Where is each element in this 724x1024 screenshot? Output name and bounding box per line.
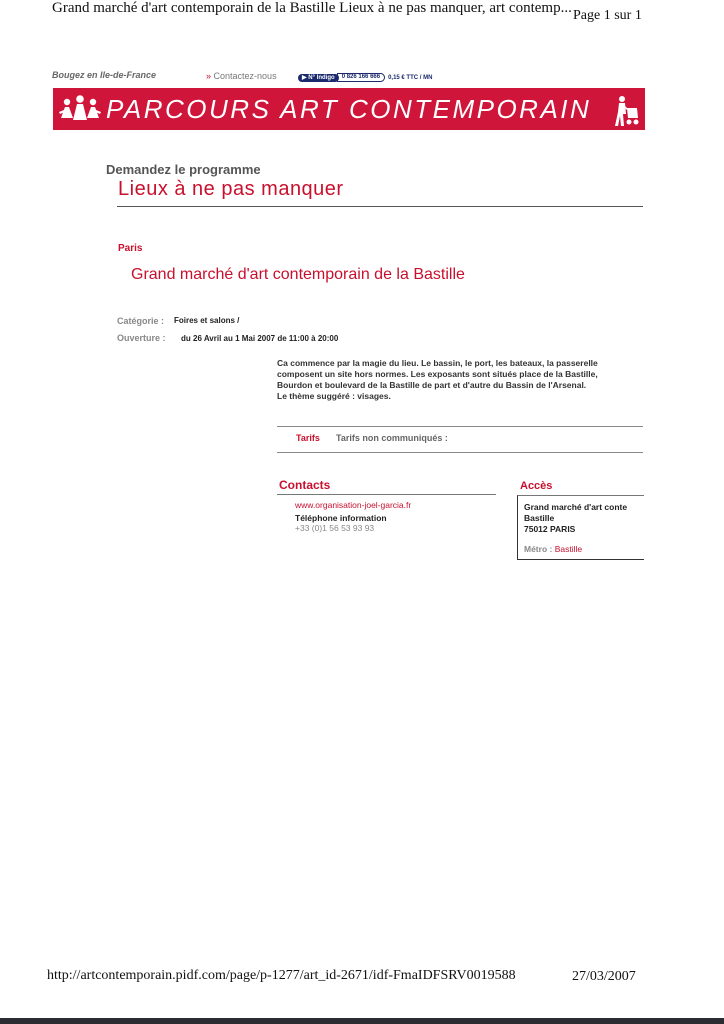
double-chevron-right-icon: » — [206, 71, 212, 81]
site-tagline: Bougez en Ile-de-France — [52, 70, 157, 80]
contact-link[interactable] — [206, 71, 277, 81]
organiser-website-link[interactable]: www.organisation-joel-garcia.fr — [295, 500, 412, 510]
metro-link[interactable]: Bastille — [554, 544, 583, 554]
phone-value: +33 (0)1 56 53 93 93 — [295, 523, 375, 533]
indigo-price: 0,15 € TTC / MN — [388, 74, 433, 81]
section-kicker: Demandez le programme — [106, 162, 261, 177]
contacts-heading: Contacts — [279, 478, 331, 492]
indigo-number: 0 826 166 666 — [337, 73, 385, 82]
site-banner[interactable] — [53, 88, 645, 130]
scan-edge — [0, 1018, 724, 1024]
indigo-label-text: N° Indigo — [308, 74, 335, 81]
description-line: Bourdon et boulevard de la Bastille de part et d'autre du Bassin de l'Arsenal. — [277, 380, 587, 390]
indigo-label — [298, 74, 339, 82]
description-line: composent un site hors normes. Les exposants sont situés place de la Bastille, — [277, 369, 598, 379]
acces-heading: Accès — [520, 480, 553, 492]
opening-value: du 26 Avril au 1 Mai 2007 de 11:00 à 20:00 — [181, 334, 339, 343]
print-page-indicator: Page 1 sur 1 — [573, 8, 642, 23]
opening-label: Ouverture : — [117, 333, 166, 343]
metro-label: Métro : — [524, 544, 553, 554]
people-logo-icon — [57, 94, 103, 122]
banner-title: PARCOURS ART CONTEMPORAIN — [106, 94, 592, 124]
acces-box — [517, 495, 644, 560]
print-footer-url: http://artcontemporain.pidf.com/page/p-1277/art_id-2671/idf-FmaIDFSRV0019588 — [47, 968, 516, 983]
description-line: Le thème suggéré : visages. — [277, 391, 391, 401]
section-title: Lieux à ne pas manquer — [118, 178, 344, 200]
indigo-phone-badge — [298, 73, 432, 82]
category-value: Foires et salons / — [174, 316, 240, 325]
print-footer-date: 27/03/2007 — [572, 969, 636, 984]
event-description — [277, 358, 644, 402]
tarifs-value: Tarifs non communiqués : — [336, 433, 448, 443]
address-line: Bastille — [524, 513, 555, 523]
address-line: 75012 PARIS — [524, 524, 576, 534]
tarifs-bottom-rule — [277, 452, 643, 453]
contact-link-label: Contactez-nous — [213, 71, 277, 81]
tarifs-top-rule — [277, 426, 643, 427]
walking-figure-icon — [613, 94, 641, 128]
description-line: Ca commence par la magie du lieu. Le bassin, le port, les bateaux, la passerelle — [277, 358, 598, 368]
event-city: Paris — [118, 243, 143, 254]
tarifs-label: Tarifs — [296, 433, 320, 443]
section-divider — [117, 206, 643, 207]
event-title: Grand marché d'art contemporain de la Bastille — [131, 266, 465, 283]
play-icon: ▶ — [302, 74, 307, 81]
contacts-divider — [277, 494, 496, 495]
metro-info — [524, 544, 582, 554]
print-header-title: Grand marché d'art contemporain de la Bastille Lieux à ne pas manquer, art contemp... — [52, 0, 572, 16]
address-line: Grand marché d'art conte — [524, 502, 628, 512]
phone-label: Téléphone information — [295, 513, 387, 523]
category-label: Catégorie : — [117, 316, 165, 326]
